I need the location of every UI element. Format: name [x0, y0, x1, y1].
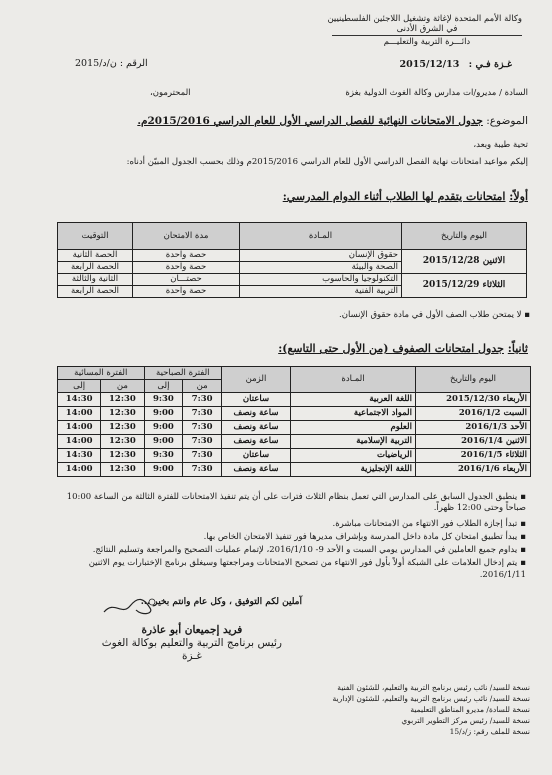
- col-header-evening-from: من: [101, 380, 144, 393]
- bullet-text: يبدأ تطبيق امتحان كل مادة داخل المدرسة وبإشراف مديرها فور تنفيذ الامتحان الخاص بها.: [203, 532, 518, 542]
- table-row: [58, 393, 531, 407]
- evening-to-cell: 14:00: [58, 435, 101, 449]
- day-name: الثلاثاء: [505, 450, 527, 461]
- copy-line: نسخة للسيد/ نائب رئيس برنامج التربية والتعليم، للشئون الإدارية: [332, 693, 530, 703]
- subject-cell: الرياضيات: [291, 449, 416, 463]
- day-date: 2016/1/5: [460, 450, 503, 461]
- morning-to-cell: 9:00: [144, 421, 183, 435]
- evening-from-cell: 12:30: [101, 449, 144, 463]
- duration-cell: حصة واحدة: [133, 250, 240, 262]
- col-header-timing: التوقيت: [58, 223, 133, 250]
- bullet-mark: ▪: [520, 492, 526, 502]
- subject-cell: العلوم: [291, 421, 416, 435]
- signer-name: فريد إجميعان أبو عاذرة: [141, 624, 243, 636]
- section1-number: أولاً:: [509, 190, 528, 203]
- day-date: 2016/1/4: [461, 436, 503, 447]
- date-label: غـزة فـي :: [468, 59, 512, 70]
- table-row: [58, 274, 527, 286]
- duration-cell: ساعة ونصف: [222, 463, 291, 477]
- subject-cell: الصحة والبيئة: [240, 262, 402, 274]
- day-cell: [416, 463, 531, 477]
- day-name: الاثنين: [482, 255, 506, 266]
- section2-heading: [278, 342, 528, 356]
- subject-cell: التكنولوجيا والحاسوب: [240, 274, 402, 286]
- copy-line: نسخة للسيد/ رئيس مركز التطوير التربوي: [401, 715, 530, 725]
- table-row: [58, 463, 531, 477]
- evening-from-cell: 12:30: [101, 407, 144, 421]
- day-cell: [416, 435, 531, 449]
- timing-cell: الحصة الرابعة: [58, 262, 133, 274]
- evening-to-cell: 14:00: [58, 463, 101, 477]
- greeting: تحية طيبة وبعد،: [473, 140, 528, 150]
- signer-city: غـزة: [181, 650, 202, 663]
- section1-heading: [283, 190, 528, 204]
- day-cell: [416, 393, 531, 407]
- bullet-mark: ▪: [524, 310, 530, 320]
- morning-from-cell: 7:30: [183, 435, 222, 449]
- day-name: الأربعاء: [502, 464, 527, 475]
- morning-from-cell: 7:30: [183, 449, 222, 463]
- section2-title: جدول امتحانات الصفوف (من الأول حتى التاسع):: [278, 342, 504, 355]
- signer-title: رئيس برنامج التربية والتعليم بوكالة الغوث: [101, 637, 282, 650]
- org-line: وكالة الأمم المتحدة لإغاثة وتشغيل اللاجئين الفلسطينيين: [327, 14, 522, 24]
- col-header-day: اليوم والتاريخ: [402, 223, 527, 250]
- bullet-mark: ▪: [520, 545, 526, 555]
- subject-cell: اللغة الإنجليزية: [291, 463, 416, 477]
- col-header-evening: الفترة المسائية: [58, 367, 145, 380]
- evening-from-cell: 12:30: [101, 421, 144, 435]
- col-header-subject: المـادة: [240, 223, 402, 250]
- ref-year: 2015: [75, 58, 100, 69]
- bullet-item: [56, 545, 526, 556]
- subject-cell: التربية الفنية: [240, 286, 402, 298]
- bullet-mark: ▪: [520, 519, 526, 529]
- col-header-morning-from: من: [183, 380, 222, 393]
- timing-cell: الحصة الثانية: [58, 250, 133, 262]
- bullet-mark: ▪: [520, 558, 526, 568]
- subject-cell: اللغة العربية: [291, 393, 416, 407]
- morning-to-cell: 9:00: [144, 463, 183, 477]
- day-date: 2015/12/30: [446, 394, 500, 405]
- org-line: في الشرق الأدنى: [396, 24, 458, 35]
- bullet-text: تبدأ إجازة الطلاب فور الانتهاء من الامتحانات مباشرة.: [332, 519, 518, 529]
- day-name: الأحد: [510, 422, 527, 433]
- bullet-text: يتم إدخال العلامات على الشبكة أولاً بأول فور الانتهاء من تصحيح الامتحانات ومراجعتها وسيغلق برنامج الإختبارات يوم الاثنين 2016/1/11.: [88, 558, 526, 581]
- subject-cell: المواد الاجتماعية: [291, 407, 416, 421]
- duration-cell: ساعة ونصف: [222, 435, 291, 449]
- copy-line: نسخة للسيد/ نائب رئيس برنامج التربية والتعليم، للشئون الفنية: [337, 683, 530, 692]
- closing-line: آملين لكم التوفيق ، وكل عام وانتم بخير ...: [140, 597, 302, 607]
- morning-from-cell: 7:30: [183, 407, 222, 421]
- letter-date: [400, 59, 512, 71]
- evening-to-cell: 14:30: [58, 393, 101, 407]
- col-header-morning-to: إلى: [144, 380, 183, 393]
- salutation-ending: المحترمون،: [150, 88, 191, 98]
- ref-label: الرقم : ن/د/: [99, 58, 148, 69]
- table-row: [58, 407, 531, 421]
- day-date: 2016/1/2: [458, 408, 501, 419]
- duration-cell: ساعتان: [222, 393, 291, 407]
- salutation: [150, 88, 528, 99]
- duration-cell: حصتـــان: [133, 274, 240, 286]
- morning-to-cell: 9:00: [144, 435, 183, 449]
- bullet-text: ينطبق الجدول السابق على المدارس التي تعمل بنظام الثلاث فترات على أن يتم تنفيذ الامتحانات للفترة الثالثة من الساعة 10:00 صباحاً وحتى 12:00 ظهراً.: [66, 492, 526, 513]
- note-text: لا يمتحن طلاب الصف الأول في مادة حقوق الإنسان.: [339, 310, 522, 320]
- copies-list: [332, 683, 530, 737]
- section2-number: ثانياً:: [507, 342, 528, 355]
- org-header: [327, 14, 522, 48]
- evening-to-cell: 14:30: [58, 449, 101, 463]
- morning-to-cell: 9:30: [144, 449, 183, 463]
- day-cell: [416, 449, 531, 463]
- bullet-item: [56, 557, 526, 582]
- section1-title: امتحانات يتقدم لها الطلاب أثناء الدوام المدرسي:: [282, 190, 506, 203]
- duration-cell: ساعتان: [222, 449, 291, 463]
- col-header-duration: الزمن: [222, 367, 291, 393]
- duration-cell: حصة واحدة: [133, 286, 240, 298]
- reference-number: [75, 58, 148, 70]
- grades-exam-table: [57, 366, 531, 477]
- day-name: السبت: [503, 408, 527, 419]
- day-name: الأربعاء: [502, 394, 527, 405]
- day-name: الاثنين: [505, 436, 527, 447]
- copy-line: نسخة للملف رقم: ز/د/15: [449, 726, 530, 736]
- date-value: 2015/12/13: [399, 59, 460, 70]
- day-cell: [416, 421, 531, 435]
- evening-from-cell: 12:30: [101, 435, 144, 449]
- subject-cell: حقوق الإنسان: [240, 250, 402, 262]
- timing-cell: الثانية والثالثة: [58, 274, 133, 286]
- table-header-row: [58, 223, 527, 250]
- subject-line: [137, 115, 528, 128]
- timing-cell: الحصة الرابعة: [58, 286, 133, 298]
- morning-from-cell: 7:30: [183, 421, 222, 435]
- morning-from-cell: 7:30: [183, 463, 222, 477]
- day-cell: [402, 274, 527, 298]
- table-row: [58, 449, 531, 463]
- duration-cell: ساعة ونصف: [222, 407, 291, 421]
- signature-mark: [102, 596, 162, 618]
- bullet-text: يداوم جميع العاملين في المدارس يومي السبت و الأحد 9- 2016/1/10، لإتمام عمليات التصحيح والمراجعة وتسليم النتائج.: [92, 545, 518, 555]
- table-header-row: [58, 367, 531, 380]
- bullet-item: [56, 519, 526, 530]
- morning-from-cell: 7:30: [183, 393, 222, 407]
- col-header-subject: المـادة: [291, 367, 416, 393]
- day-date: 2015/12/29: [422, 279, 480, 290]
- col-header-morning: الفترة الصباحية: [144, 367, 221, 380]
- duration-cell: ساعة ونصف: [222, 421, 291, 435]
- duration-cell: حصة واحدة: [133, 262, 240, 274]
- school-hours-exam-table: [57, 222, 527, 298]
- table-row: [58, 435, 531, 449]
- intro-paragraph: إليكم مواعيد امتحانات نهاية الفصل الدراسي الأول للعام الدراسي 2015/2016م وذلك بحسب الجدول المبيّن أدناه:: [126, 157, 528, 167]
- col-header-evening-to: إلى: [58, 380, 101, 393]
- day-date: 2016/1/3: [465, 422, 508, 433]
- bullet-item: [56, 492, 526, 513]
- day-date: 2016/1/6: [457, 464, 500, 475]
- day-cell: [416, 407, 531, 421]
- morning-to-cell: 9:00: [144, 407, 183, 421]
- subject-label: الموضوع:: [486, 115, 528, 127]
- day-name: الثلاثاء: [482, 279, 506, 290]
- bullet-mark: ▪: [520, 532, 526, 542]
- salutation-text: السادة / مديرو/ات مدارس وكالة الغوث الدولية بغزة: [345, 88, 528, 98]
- signer-block: [102, 624, 282, 663]
- evening-to-cell: 14:00: [58, 421, 101, 435]
- morning-to-cell: 9:30: [144, 393, 183, 407]
- col-header-day: اليوم والتاريخ: [416, 367, 531, 393]
- table-row: [58, 421, 531, 435]
- section1-note: [339, 310, 530, 321]
- evening-to-cell: 14:00: [58, 407, 101, 421]
- subject-text: جدول الامتحانات النهائية للفصل الدراسي الأول للعام الدراسي 2015/2016م.: [137, 115, 483, 127]
- table-row: [58, 250, 527, 262]
- day-date: 2015/12/28: [422, 255, 480, 266]
- org-line: دائـــرة التربية والتعليـــم: [332, 35, 522, 47]
- evening-from-cell: 12:30: [101, 463, 144, 477]
- copy-line: نسخة للسادة/ مديرو المناطق التعليمية: [410, 704, 530, 714]
- col-header-duration: مدة الامتحان: [133, 223, 240, 250]
- evening-from-cell: 12:30: [101, 393, 144, 407]
- bullet-item: [56, 532, 526, 543]
- subject-cell: التربية الإسلامية: [291, 435, 416, 449]
- day-cell: [402, 250, 527, 274]
